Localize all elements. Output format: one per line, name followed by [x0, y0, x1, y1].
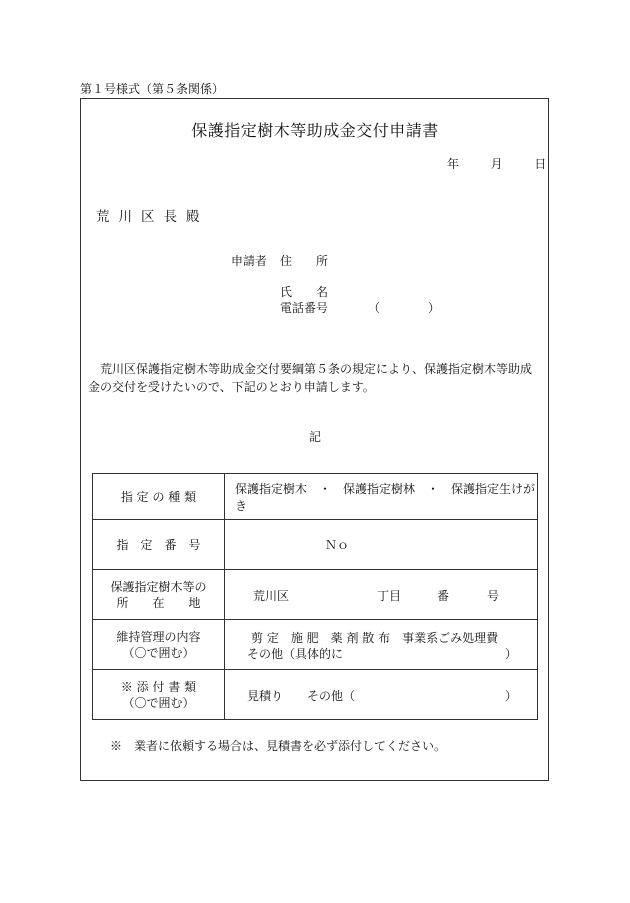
maintenance-other: その他（具体的に [247, 646, 344, 661]
type-label: 指 定 の 種 類 [93, 474, 225, 520]
location-chome: 丁目 [377, 588, 402, 603]
number-label: 指 定 番 号 [93, 520, 225, 570]
attachment-label [93, 670, 225, 720]
attachment-label-line1: ※ 添 付 書 類 [120, 679, 197, 694]
type-value: 保護指定樹木 ・ 保護指定樹林 ・ 保護指定生けがき [225, 474, 538, 520]
attachment-value [225, 670, 538, 720]
location-ban: 番 [437, 588, 450, 603]
addressee: 荒川区長殿 [96, 209, 209, 225]
date-year-label: 年 [447, 157, 460, 171]
location-ward: 荒川区 [253, 588, 290, 603]
location-label-line2: 所 在 地 [116, 595, 201, 610]
form-title: 保護指定樹木等助成金交付申請書 [191, 121, 439, 140]
number-value: Ｎｏ [225, 520, 538, 570]
maintenance-items: 剪 定 施 肥 薬 剤 散 布 事業系ごみ処理費 [251, 630, 499, 645]
table-row [93, 570, 538, 620]
attachment-close: ） [505, 688, 518, 703]
location-label-line1: 保護指定樹木等の [110, 579, 207, 594]
location-go: 号 [487, 588, 500, 603]
request-paragraph: 荒川区保護指定樹木等助成金交付要綱第５条の規定により、保護指定樹木等助成金の交付を受けたいので、下記のとおり申請します。 [88, 362, 533, 394]
phone-label: 電話番号 [280, 301, 329, 315]
footnote: ※ 業者に依頼する場合は、見積書を必ず添付してください。 [110, 739, 447, 753]
attachment-items: 見積り その他（ [247, 688, 356, 703]
address-label: 住 所 [280, 254, 329, 268]
attachment-label-line2: （〇で囲む） [122, 695, 195, 710]
ki-heading: 記 [308, 430, 321, 444]
table-row [93, 520, 538, 570]
location-value [225, 570, 538, 620]
phone-parens: （ ） [368, 301, 441, 315]
date-line [447, 155, 546, 172]
maintenance-label [93, 620, 225, 670]
date-month-label: 月 [490, 157, 503, 171]
table-row [93, 620, 538, 670]
maintenance-label-line2: （〇で囲む） [122, 645, 195, 660]
form-code: 第１号様式（第５条関係） [80, 82, 225, 96]
maintenance-label-line1: 維持管理の内容 [116, 629, 201, 644]
date-day-label: 日 [534, 157, 547, 171]
table-row [93, 670, 538, 720]
maintenance-value [225, 620, 538, 670]
maintenance-other-close: ） [505, 646, 518, 661]
location-label [93, 570, 225, 620]
applicant-label: 申請者 [231, 254, 268, 268]
table-row [93, 474, 538, 520]
name-label: 氏 名 [280, 285, 329, 299]
details-table [92, 473, 538, 720]
